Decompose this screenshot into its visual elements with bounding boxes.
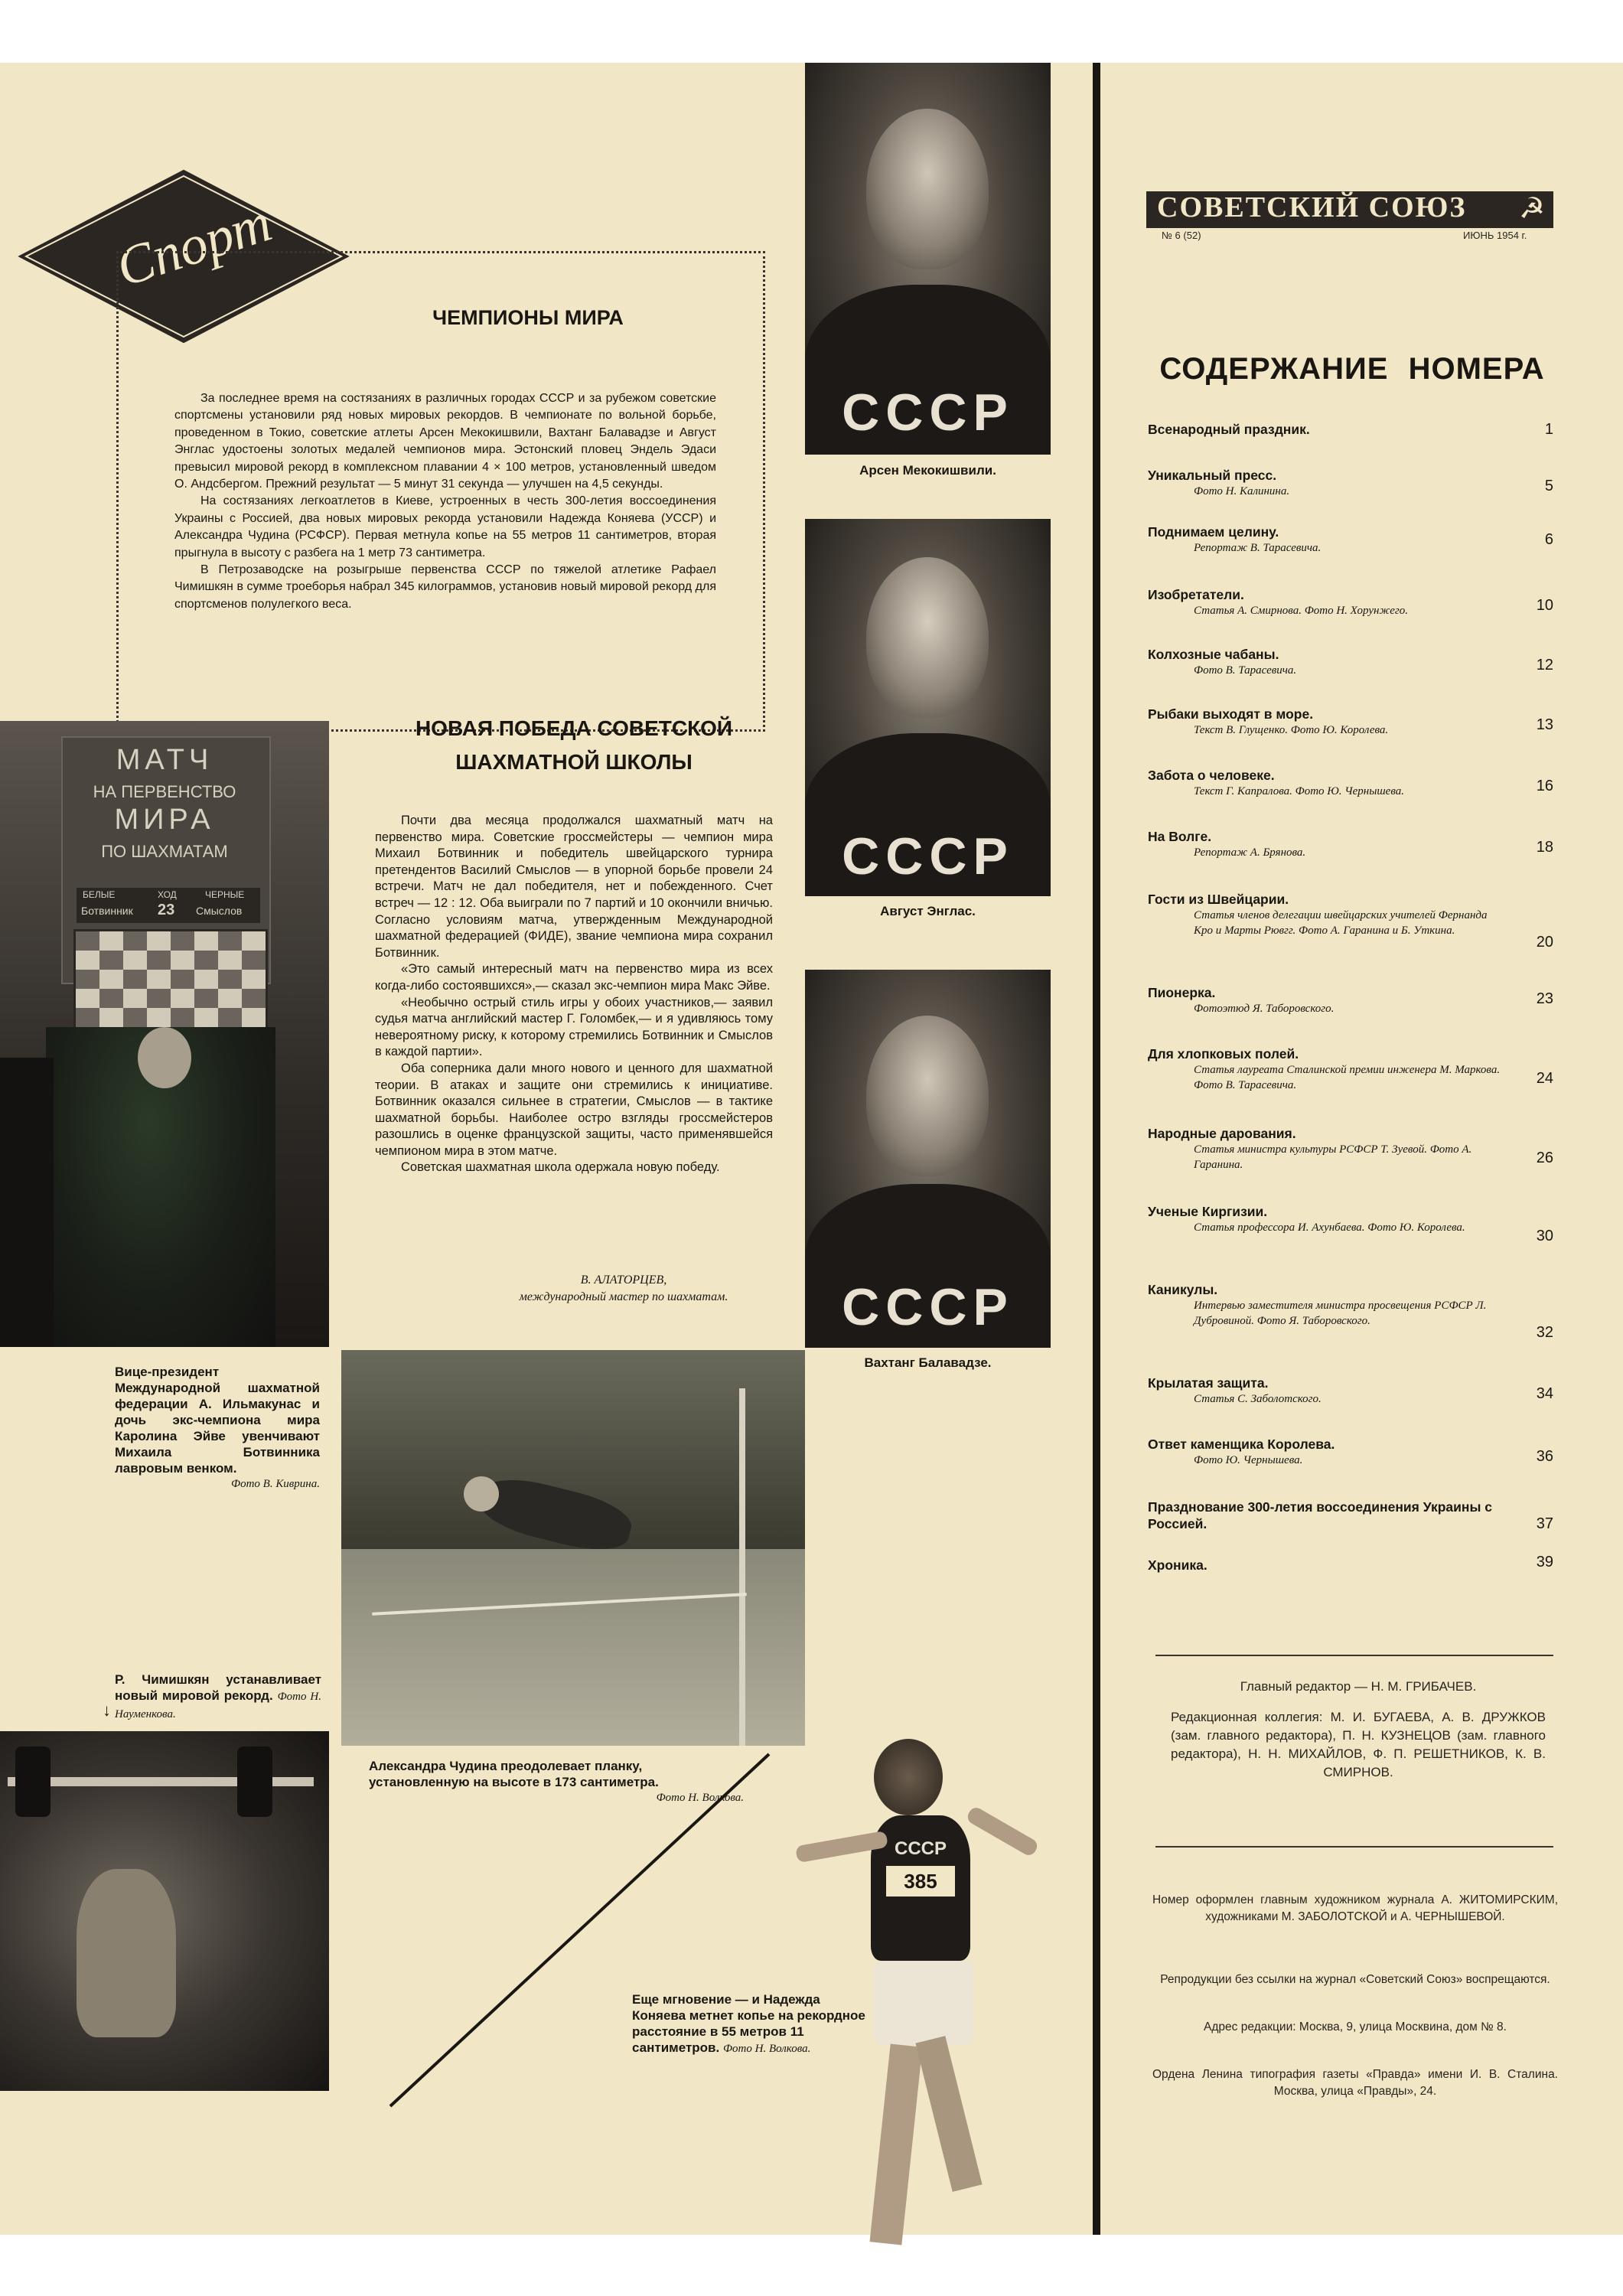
toc-item[interactable] bbox=[1148, 1281, 1553, 1341]
toc-item-page: 5 bbox=[1544, 478, 1553, 494]
toc-item-title: Для хлопковых полей. bbox=[1148, 1046, 1299, 1062]
portrait-caption: Арсен Мекокишвили. bbox=[859, 463, 996, 478]
toc-item-byline: Статья А. Смирнова. Фото Н. Хорунжего. bbox=[1194, 605, 1408, 617]
javelin-caption: Еще мгновение — и Надежда Коняева метнет копье на рекордное расстояние в 55 метров 11 сантиметров. Фото Н. Волкова. bbox=[632, 1992, 865, 2055]
divider-line bbox=[1155, 1846, 1553, 1848]
photo-credit: Фото Н. Волкова. bbox=[722, 2043, 811, 2055]
toc-item-page: 6 bbox=[1544, 531, 1553, 548]
toc-item[interactable] bbox=[1148, 767, 1553, 799]
banner-text: МАТЧ bbox=[116, 744, 213, 776]
arrow-down-icon: ↓ bbox=[103, 1701, 111, 1720]
toc-item-byline: Текст В. Глущенко. Фото Ю. Королева. bbox=[1194, 724, 1389, 736]
toc-item[interactable] bbox=[1148, 828, 1553, 860]
sport-logo-text: Спорт bbox=[109, 191, 279, 298]
chess-paragraph: Почти два месяца продолжался шахматный матч на первенство мира. Советские гроссмейстеры — чемпион мира Михаил Ботвинник и победитель швейцарского турнира претендентов Василий Смыслов — в упорной борьбе провели 24 встречи. Матч не дал победителя, нет и побежденного. Счет встреч — 12 : 12. Оба выиграли по 7 партий и 10 окончили вничью. Согласно условиям матча, утвержденным Международной шахматной федерацией (ФИДЕ), звание чемпиона мира сохранил Ботвинник. bbox=[375, 814, 773, 960]
high-jump-caption: Александра Чудина преодолевает планку, установленную на высоте в 173 сантиметра. Фото Н. Волкова. bbox=[369, 1758, 744, 1806]
toc-item-page: 16 bbox=[1536, 778, 1553, 794]
chess-article-text bbox=[375, 813, 773, 1176]
toc-item-byline: Статья профессора И. Ахунбаева. Фото Ю. Королева. bbox=[1194, 1221, 1465, 1234]
toc-item-title: Гости из Швейцарии. bbox=[1148, 892, 1289, 907]
toc-item[interactable] bbox=[1148, 1125, 1553, 1172]
author-title: международный мастер по шахматам. bbox=[519, 1290, 728, 1303]
toc-heading: СОДЕРЖАНИЕ НОМЕРА bbox=[1159, 352, 1545, 386]
toc-item-title: Уникальный пресс. bbox=[1148, 468, 1277, 483]
magazine-page bbox=[0, 63, 1623, 2235]
toc-item-title: Колхозные чабаны. bbox=[1148, 647, 1279, 662]
author-name: В. АЛАТОРЦЕВ, bbox=[580, 1274, 667, 1287]
chess-headline-line: НОВАЯ ПОБЕДА СОВЕТСКОЙ bbox=[415, 716, 733, 740]
toc-item-byline: Репортаж А. Брянова. bbox=[1194, 846, 1306, 859]
jersey-lettering: СССР bbox=[894, 1838, 947, 1859]
toc-item-byline: Фото Н. Калинина. bbox=[1194, 485, 1290, 497]
board-label: Смыслов bbox=[196, 905, 243, 917]
toc-item-page: 12 bbox=[1536, 657, 1553, 673]
champions-paragraph: В Петрозаводске на розыгрыше первенства СССР по тяжелой атлетике Рафаел Чимишкян в сумме троеборья набрал 345 килограммов, установив новый мировой рекорд для спортсменов полулегкого веса. bbox=[174, 563, 716, 611]
bib-number: 385 bbox=[886, 1866, 955, 1896]
chess-photo-caption: Вице-президент Международной шахматной федерации А. Ильмакунас и дочь экс-чемпиона мира Каролина Эйве увенчивают Михаила Ботвинника лавровым венком. Фото В. Киврина. bbox=[115, 1364, 320, 1492]
toc-item[interactable] bbox=[1148, 646, 1553, 678]
champions-text bbox=[174, 390, 716, 613]
toc-item-title: Забота о человеке. bbox=[1148, 768, 1275, 783]
toc-item-byline: Интервью заместителя министра просвещения РСФСР Л. Дубровиной. Фото Я. Таборовского. bbox=[1194, 1300, 1487, 1327]
banner-text: МИРА bbox=[114, 804, 215, 836]
photo-credit: Фото Н. Волкова. bbox=[656, 1792, 744, 1804]
jersey-lettering: СССР bbox=[842, 1278, 1014, 1336]
toc-item-title: Пионерка. bbox=[1148, 985, 1216, 1000]
toc-item-title: Поднимаем целину. bbox=[1148, 524, 1279, 540]
weightlifter-photo bbox=[0, 1731, 329, 2091]
design-credit: Номер оформлен главным художником журнала А. ЖИТОМИРСКИМ, художниками М. ЗАБОЛОТСКОЙ и А. ЧЕРНЫШЕВОЙ. bbox=[1152, 1893, 1558, 1923]
board-label: БЕЛЫЕ bbox=[83, 889, 116, 900]
board-label: ЧЕРНЫЕ bbox=[205, 889, 245, 900]
jersey-lettering: СССР bbox=[842, 383, 1014, 442]
toc-item-page: 20 bbox=[1536, 934, 1553, 951]
editorial-board: Редакционная коллегия: М. И. БУГАЕВА, А. В. ДРУЖКОВ (зам. главного редактора), П. Н. КУЗНЕЦОВ (зам. главного редактора), Н. Н. МИХАЙЛОВ, Ф. П. РЕШЕТНИКОВ, К. В. СМИРНОВ. bbox=[1171, 1710, 1546, 1779]
divider-line bbox=[1155, 1655, 1553, 1656]
chess-headline bbox=[360, 712, 788, 779]
portrait-balavadze bbox=[805, 970, 1051, 1348]
editor-in-chief: Главный редактор — Н. М. ГРИБАЧЕВ. bbox=[1240, 1679, 1477, 1694]
toc-item-byline: Статья членов делегации швейцарских учителей Фернанда Кро и Марты Рювгг. Фото А. Гаранина и Б. Уткина. bbox=[1194, 909, 1488, 937]
portrait-caption: Вахтанг Балавадзе. bbox=[864, 1355, 992, 1370]
column-divider bbox=[1093, 63, 1100, 2235]
masthead-issue: № 6 (52) bbox=[1162, 230, 1201, 241]
chess-author bbox=[474, 1272, 773, 1306]
toc-item[interactable] bbox=[1148, 421, 1553, 444]
toc-item-title: На Волге. bbox=[1148, 829, 1212, 844]
champions-headline: ЧЕМПИОНЫ МИРА bbox=[432, 306, 624, 329]
board-label: ХОД bbox=[158, 889, 177, 900]
toc-item[interactable] bbox=[1148, 1436, 1553, 1468]
toc-item-title: Всенародный праздник. bbox=[1148, 422, 1310, 437]
toc-item-byline: Статья лауреата Сталинской премии инженера М. Маркова. Фото В. Тарасевича. bbox=[1194, 1064, 1501, 1091]
toc-item-title: Празднование 300-летия воссоединения Украины с Россией. bbox=[1148, 1499, 1492, 1531]
champions-paragraph: За последнее время на состязаниях в различных городах СССР и за рубежом советские спортсмены установили ряд новых мировых рекордов. В чемпионате по вольной борьбе, проведенном в Токио, советские атлеты Арсен Мекокишвили, Вахтанг Балавадзе и Август Энглас удостоены золотых медалей чемпионов мира. Эстонский пловец Эндель Эдаси превысил мировой рекорд в комплексном плавании 4 × 100 метров, установленный шведом О. Андсбергом. Прежний результат — 5 минут 31 секунда — улучшен на 4,5 секунды. bbox=[174, 392, 716, 491]
toc-item-byline: Фото Ю. Чернышева. bbox=[1194, 1454, 1303, 1466]
portrait-mekokishvili bbox=[805, 63, 1051, 455]
portrait-englas bbox=[805, 519, 1051, 896]
toc-item-byline: Фотоэтюд Я. Таборовского. bbox=[1194, 1003, 1335, 1015]
toc-item[interactable] bbox=[1148, 586, 1553, 618]
chess-paragraph: Советская шахматная школа одержала новую победу. bbox=[401, 1160, 720, 1175]
high-jump-photo bbox=[341, 1350, 805, 1746]
toc-item[interactable] bbox=[1148, 1375, 1553, 1407]
toc-item-byline: Репортаж В. Тарасевича. bbox=[1194, 542, 1322, 554]
toc-item-page: 13 bbox=[1536, 716, 1553, 733]
reprint-notice: Репродукции без ссылки на журнал «Советский Союз» воспрещаются. bbox=[1160, 1973, 1550, 1986]
weightlifter-caption: Р. Чимишкян устанавливает новый мировой рекорд. Фото Н. Науменкова. bbox=[115, 1672, 322, 1720]
chess-match-photo bbox=[0, 721, 329, 1347]
toc-item[interactable] bbox=[1148, 984, 1553, 1016]
editorial-address: Адрес редакции: Москва, 9, улица Москвина, дом № 8. bbox=[1204, 2020, 1507, 2033]
toc-item-page: 1 bbox=[1544, 421, 1553, 438]
banner-text: ПО ШАХМАТАМ bbox=[101, 842, 228, 861]
board-label: Ботвинник bbox=[81, 905, 133, 917]
toc-item-page: 10 bbox=[1536, 597, 1553, 614]
toc-item-byline: Статья С. Заболотского. bbox=[1194, 1393, 1322, 1405]
toc-item-page: 32 bbox=[1536, 1324, 1553, 1341]
printer-info: Ордена Ленина типография газеты «Правда» имени И. В. Сталина. Москва, улица «Правды», 24. bbox=[1152, 2068, 1558, 2098]
toc-item-byline: Фото В. Тарасевича. bbox=[1194, 664, 1297, 677]
toc-item-page: 30 bbox=[1536, 1228, 1553, 1244]
chess-headline-line: ШАХМАТНОЙ ШКОЛЫ bbox=[455, 750, 693, 774]
banner-text: НА ПЕРВЕНСТВО bbox=[93, 782, 236, 801]
jersey-lettering: СССР bbox=[842, 827, 1014, 885]
toc-item-byline: Текст Г. Капралова. Фото Ю. Чернышева. bbox=[1194, 785, 1405, 797]
toc-item-title: Каникулы. bbox=[1148, 1282, 1218, 1297]
toc-item-page: 26 bbox=[1536, 1150, 1553, 1166]
toc-item-title: Крылатая защита. bbox=[1148, 1375, 1269, 1391]
masthead-title: СОВЕТСКИЙ СОЮЗ bbox=[1157, 191, 1467, 223]
toc-item-page: 34 bbox=[1536, 1385, 1553, 1402]
portrait-caption: Август Энглас. bbox=[880, 904, 976, 918]
toc-item-page: 39 bbox=[1536, 1554, 1553, 1570]
toc-item[interactable] bbox=[1148, 1203, 1553, 1244]
toc-item[interactable] bbox=[1148, 1045, 1553, 1093]
toc-item[interactable] bbox=[1148, 467, 1553, 499]
photo-credit: Фото Н. Науменкова. bbox=[115, 1691, 322, 1720]
toc-item-page: 37 bbox=[1536, 1515, 1553, 1532]
masthead-date: ИЮНЬ 1954 г. bbox=[1463, 230, 1527, 241]
toc-item[interactable] bbox=[1148, 523, 1553, 556]
toc-item-title: Изобретатели. bbox=[1148, 587, 1244, 602]
chess-paragraph: Оба соперника дали много нового и ценного для шахматной теории. В атаках и защите они стремились к инициативе. Ботвинник оказался сильнее в стратегии, Смыслов — в тактике шахматной борьбы. Наиболее остро взгляды гроссмейстеров разошлись в оценке французской защиты, часто применявшейся чемпионом мира в этом матче. bbox=[375, 1061, 773, 1158]
toc-item-byline: Статья министра культуры РСФСР Т. Зуевой. Фото А. Гаранина. bbox=[1194, 1143, 1472, 1171]
toc-item-title: Ответ каменщика Королева. bbox=[1148, 1437, 1335, 1452]
toc-item-page: 18 bbox=[1536, 839, 1553, 856]
toc-item[interactable] bbox=[1148, 706, 1553, 738]
toc-item-title: Ученые Киргизии. bbox=[1148, 1204, 1268, 1219]
toc-item[interactable] bbox=[1148, 1554, 1553, 1574]
chess-paragraph: «Необычно острый стиль игры у обоих участников,— заявил судья матча английский мастер Г. Голомбек,— и я удивляюсь тому невероятному риску, к которому стремились Ботвинник и Смыслов в каждой партии». bbox=[375, 995, 773, 1059]
emblem-icon: ☭ bbox=[1519, 193, 1546, 225]
toc-item-page: 23 bbox=[1536, 990, 1553, 1007]
toc-item[interactable] bbox=[1148, 891, 1553, 951]
toc-item-title: Рыбаки выходят в море. bbox=[1148, 706, 1314, 722]
champions-paragraph: На состязаниях легкоатлетов в Киеве, устроенных в честь 300-летия воссоединения Украины с Россией, два новых мировых рекорда установили Надежда Коняева (УССР) и Александра Чудина (РСФСР). Первая метнула копье на 55 метров 11 сантиметров, вторая прыгнула в высоту с разбега на 1 метр 73 сантиметра. bbox=[174, 494, 716, 559]
toc-item-page: 36 bbox=[1536, 1448, 1553, 1465]
board-label: 23 bbox=[158, 902, 175, 918]
photo-credit: Фото В. Киврина. bbox=[231, 1478, 320, 1490]
toc-item-title: Народные дарования. bbox=[1148, 1126, 1296, 1141]
toc-item-title: Хроника. bbox=[1148, 1557, 1207, 1573]
chess-paragraph: «Это самый интересный матч на первенство мира из всех когда-либо состоявшихся»,— сказал экс-чемпион мира Макс Эйве. bbox=[375, 962, 773, 993]
javelin-shaft bbox=[383, 1746, 811, 2114]
toc-item-page: 24 bbox=[1536, 1070, 1553, 1087]
toc-item[interactable] bbox=[1148, 1499, 1553, 1532]
